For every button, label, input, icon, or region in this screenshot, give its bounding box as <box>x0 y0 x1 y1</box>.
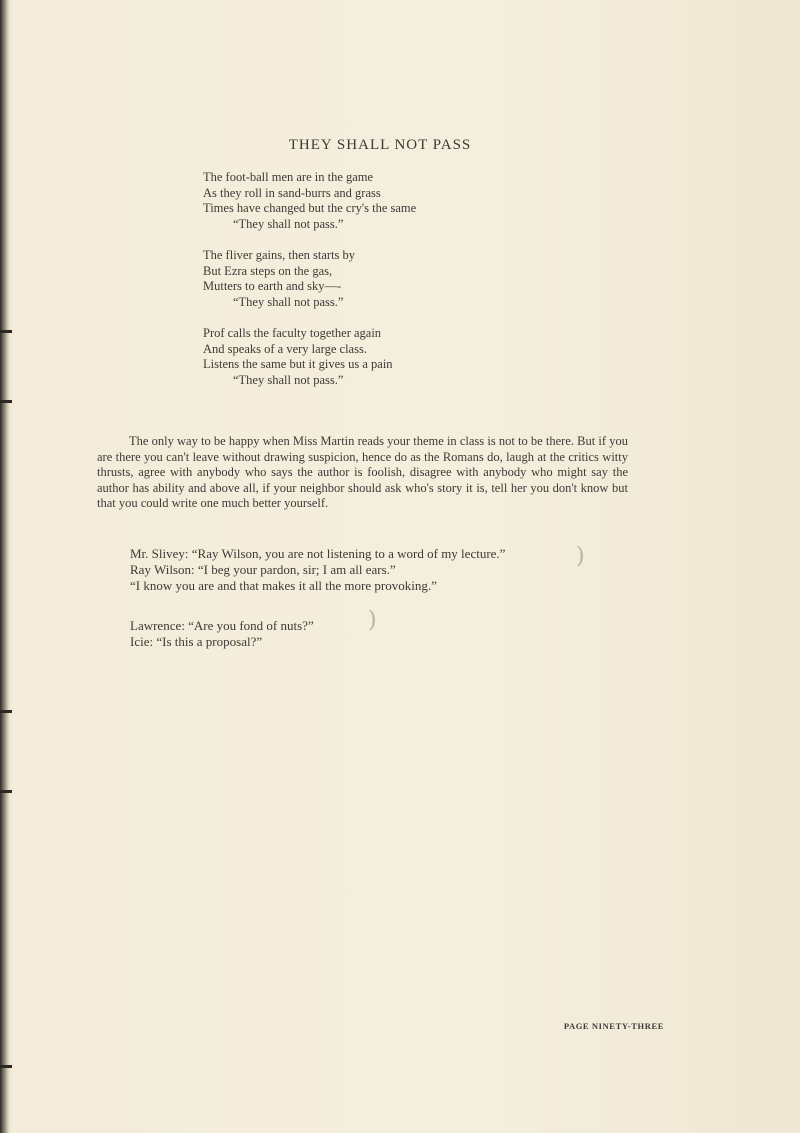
poem-line: The foot-ball men are in the game <box>203 170 374 184</box>
page-number: PAGE NINETY-THREE <box>563 1021 664 1031</box>
dialog-line: Mr. Slivey: “Ray Wilson, you are not listening to a word of my lecture.” <box>130 546 506 561</box>
poem-stanza <box>203 248 416 310</box>
poem-line: Mutters to earth and sky—- <box>203 279 342 293</box>
dialog-line: Lawrence: “Are you fond of nuts?” <box>130 618 314 633</box>
dialog-line: “I know you are and that makes it all the more provoking.” <box>130 578 437 593</box>
poem-line: As they roll in sand-burrs and grass <box>203 185 381 200</box>
page-title: THEY SHALL NOT PASS <box>288 137 472 153</box>
binding-tick <box>0 790 12 793</box>
poem-line: Times have changed but the cry's the same <box>203 201 417 215</box>
poem-refrain: “They shall not pass.” <box>233 372 344 387</box>
binding-tick <box>0 710 12 713</box>
dialog-block <box>130 618 314 650</box>
poem <box>203 170 416 404</box>
poem-stanza <box>203 170 416 232</box>
bracket-mark: ) <box>576 544 585 569</box>
binding-tick <box>0 1065 12 1068</box>
poem-line: The fliver gains, then starts by <box>203 248 356 262</box>
humor-paragraph <box>97 434 628 512</box>
poem-line: But Ezra steps on the gas, <box>203 263 333 278</box>
poem-stanza <box>203 326 416 388</box>
binding-edge <box>0 0 10 1133</box>
dialog-block <box>130 546 505 594</box>
bracket-mark: ) <box>368 608 377 633</box>
poem-line: Listens the same but it gives us a pain <box>203 357 393 371</box>
poem-line: And speaks of a very large class. <box>203 341 367 356</box>
dialog-line: Ray Wilson: “I beg your pardon, sir; I am all ears.” <box>130 562 396 577</box>
paragraph-text: The only way to be happy when Miss Martin reads your theme in class is not to be there. But if you are there you can't leave without drawing suspicion, hence do as the Romans do, laugh at the critics witty thrusts, agree with anybody who says the author is foolish, disagree with anybody who might say the author has ability and above all, if your neighbor should ask who's story it is, tell her you don't know but that you could write one much better yourself. <box>97 434 628 510</box>
dialog-line: Icie: “Is this a proposal?” <box>130 634 263 649</box>
poem-refrain: “They shall not pass.” <box>233 216 344 231</box>
poem-refrain: “They shall not pass.” <box>233 294 344 309</box>
binding-tick <box>0 330 12 333</box>
binding-tick <box>0 400 12 403</box>
poem-line: Prof calls the faculty together again <box>203 326 382 340</box>
